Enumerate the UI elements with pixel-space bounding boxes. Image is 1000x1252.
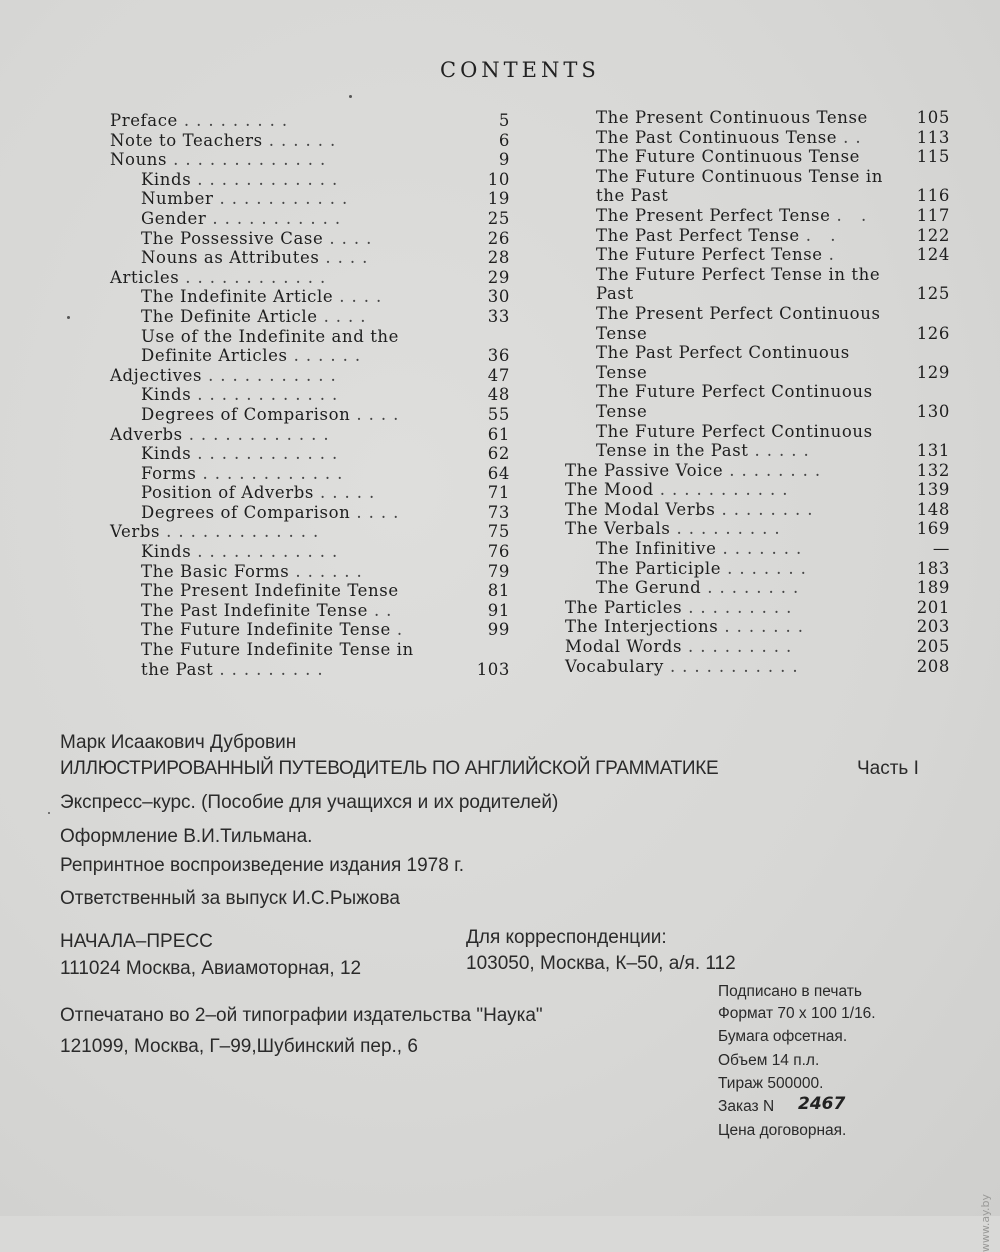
toc-leader-dots: ............	[197, 169, 345, 189]
toc-entry	[110, 170, 510, 190]
toc-entry-label: The Future Perfect Continuous	[596, 421, 873, 441]
toc-entry-page: 103	[476, 659, 510, 679]
toc-entry	[110, 150, 510, 170]
toc-entry-page: 76	[487, 542, 510, 562]
toc-entry-page: 62	[487, 444, 510, 464]
watermark: www.ay.by	[979, 1194, 992, 1252]
toc-entry-label: Number	[141, 189, 214, 209]
toc-leader-dots: . .	[836, 205, 874, 225]
toc-entry-label: Past	[596, 284, 634, 304]
reprint-note: Репринтное воспроизведение издания 1978 г.	[60, 855, 464, 876]
toc-entry-page: 9	[498, 150, 510, 170]
toc-entry-label: the Past	[596, 186, 669, 206]
toc-entry-label: Use of the Indefinite and the	[141, 326, 400, 346]
toc-entry	[565, 598, 950, 618]
toc-entry-page: 73	[487, 502, 510, 522]
toc-leader-dots: ....	[339, 287, 389, 307]
toc-entry-label: The Infinitive	[596, 539, 717, 559]
toc-entry-label: The Present Continuous Tense	[596, 108, 868, 127]
toc-entry	[565, 128, 950, 148]
publisher-name: НАЧАЛА–ПРЕСС	[60, 931, 213, 952]
correspondence-address: 103050, Москва, К–50, а/я. 112	[466, 953, 736, 974]
toc-entry-label: The Interjections	[565, 617, 719, 637]
toc-entry	[565, 500, 950, 520]
toc-right-column	[565, 108, 950, 676]
toc-entry	[565, 559, 950, 579]
toc-entry-label: Gender	[141, 208, 207, 228]
toc-entry	[110, 620, 510, 640]
toc-entry-label: The Past Continuous Tense	[596, 127, 838, 147]
toc-leader-dots: .............	[173, 150, 333, 170]
toc-entry-page: 130	[916, 401, 950, 421]
toc-leader-dots: ...........	[659, 480, 795, 500]
toc-entry-label: The Indefinite Article	[141, 287, 334, 307]
toc-entry-page: 30	[487, 287, 510, 307]
toc-entry	[565, 657, 950, 677]
toc-leader-dots: ............	[197, 385, 345, 405]
toc-entry-page: 10	[487, 169, 510, 189]
book-part: Часть I	[857, 758, 919, 779]
toc-entry-page: 115	[916, 147, 950, 167]
toc-entry	[110, 327, 510, 347]
toc-entry	[565, 539, 950, 559]
toc-entry-label: The Past Indefinite Tense	[141, 600, 368, 620]
toc-entry-page: 148	[916, 499, 950, 519]
price-note: Цена договорная.	[718, 1122, 847, 1139]
toc-entry-label: The Verbals	[565, 519, 671, 539]
printed-by: Отпечатано во 2–ой типографии издательства "Наука"	[60, 1005, 543, 1026]
toc-entry	[565, 480, 950, 500]
toc-entry-label: Degrees of Comparison	[141, 404, 351, 424]
toc-entry-label: The Possessive Case	[141, 228, 324, 248]
spec-format: Формат 70 x 100 1/16.	[718, 1005, 876, 1022]
toc-entry-label: Tense	[596, 362, 648, 382]
toc-entry	[110, 385, 510, 405]
toc-entry-page: 36	[487, 346, 510, 366]
toc-entry-label: Definite Articles	[141, 346, 288, 366]
toc-entry	[565, 265, 950, 285]
toc-leader-dots: ........	[729, 460, 828, 480]
toc-entry-label: The Present Perfect Tense	[596, 205, 831, 225]
toc-entry	[565, 519, 950, 539]
toc-leader-dots: ...........	[208, 365, 343, 385]
toc-entry-label: Kinds	[141, 444, 192, 464]
toc-entry	[110, 248, 510, 268]
toc-entry-label: Nouns	[110, 150, 168, 170]
toc-entry	[110, 268, 510, 288]
toc-entry-page: 105	[916, 108, 950, 127]
toc-entry-label: The Passive Voice	[565, 460, 724, 480]
toc-entry-page: 126	[916, 323, 950, 343]
toc-leader-dots: .......	[722, 539, 809, 559]
toc-entry-label: The Future Continuous Tense	[596, 147, 861, 167]
toc-entry-page: 129	[916, 362, 950, 382]
toc-entry-label: The Present Indefinite Tense	[141, 581, 399, 601]
toc-leader-dots: ....	[325, 248, 375, 268]
design-credit: Оформление В.И.Тильмана.	[60, 826, 313, 847]
toc-entry-label: The Mood	[565, 480, 654, 500]
toc-leader-dots: ............	[202, 463, 350, 483]
toc-entry-label: Position of Adverbs	[141, 483, 314, 503]
toc-entry-page: 5	[498, 111, 510, 130]
toc-entry	[110, 562, 510, 582]
toc-entry-page: 208	[916, 656, 950, 676]
toc-leader-dots: .	[828, 245, 841, 265]
toc-leader-dots: .	[396, 620, 410, 640]
toc-leader-dots: ............	[185, 267, 333, 287]
toc-entry-label: Forms	[141, 463, 197, 483]
toc-leader-dots: .............	[166, 522, 326, 542]
toc-entry	[110, 640, 510, 660]
toc-leader-dots: ....	[323, 306, 373, 326]
toc-entry	[110, 307, 510, 327]
toc-entry	[110, 601, 510, 621]
toc-leader-dots: .....	[320, 483, 382, 503]
book-subtitle: Экспресс–курс. (Пособие для учащихся и их родителей)	[60, 792, 559, 813]
spec-print-run: Тираж 500000.	[718, 1075, 824, 1092]
toc-entry-page: 64	[487, 463, 510, 483]
responsible-editor: Ответственный за выпуск И.С.Рыжова	[60, 888, 400, 909]
toc-entry	[110, 483, 510, 503]
toc-entry-page: 6	[498, 130, 510, 150]
paper-speck	[48, 812, 50, 814]
toc-entry-label: Tense	[596, 401, 648, 421]
toc-leader-dots: ............	[188, 424, 336, 444]
toc-entry	[110, 405, 510, 425]
toc-entry-label: The Gerund	[596, 578, 702, 598]
toc-entry	[110, 229, 510, 249]
toc-entry	[110, 209, 510, 229]
toc-entry-page: 25	[487, 208, 510, 228]
toc-leader-dots: . .	[805, 225, 843, 245]
toc-entry-label: Vocabulary	[565, 656, 664, 676]
toc-leader-dots: ........	[721, 499, 820, 519]
toc-leader-dots: .....	[754, 441, 816, 461]
contents-heading: CONTENTS	[440, 58, 600, 82]
toc-entry	[110, 425, 510, 445]
toc-entry-page: 19	[487, 189, 510, 209]
spec-paper: Бумага офсетная.	[718, 1028, 848, 1045]
toc-entry-label: The Modal Verbs	[565, 499, 716, 519]
toc-entry-page: 48	[487, 385, 510, 405]
toc-entry-page: 28	[487, 248, 510, 268]
toc-entry	[565, 382, 950, 402]
toc-entry-label: Degrees of Comparison	[141, 502, 351, 522]
toc-entry-page: 99	[487, 620, 510, 640]
toc-leader-dots: .........	[688, 637, 799, 657]
toc-entry-page: 183	[916, 558, 950, 578]
toc-entry	[565, 108, 950, 128]
toc-entry	[565, 167, 950, 187]
toc-entry	[110, 660, 510, 680]
toc-entry-label: Kinds	[141, 169, 192, 189]
toc-entry-label: The Particles	[565, 597, 683, 617]
toc-entry-page: 26	[487, 228, 510, 248]
toc-entry	[110, 444, 510, 464]
toc-entry-label: The Future Indefinite Tense	[141, 620, 391, 640]
toc-entry-label: Tense	[596, 323, 648, 343]
toc-entry	[565, 617, 950, 637]
toc-entry-label: Verbs	[110, 522, 161, 542]
toc-entry	[565, 402, 950, 422]
correspondence-label: Для корреспонденции:	[466, 927, 667, 948]
toc-entry-label: The Participle	[596, 558, 722, 578]
toc-entry	[110, 189, 510, 209]
toc-entry	[565, 324, 950, 344]
toc-entry	[110, 503, 510, 523]
spec-volume: Объем 14 п.л.	[718, 1052, 820, 1069]
toc-leader-dots: ........	[707, 578, 806, 598]
toc-entry-label: The Past Perfect Tense	[596, 225, 800, 245]
toc-entry	[565, 441, 950, 461]
printer-address: 121099, Москва, Г–99,Шубинский пер., 6	[60, 1036, 418, 1057]
toc-entry-page: 132	[916, 460, 950, 480]
toc-entry	[565, 637, 950, 657]
toc-entry-label: Articles	[110, 267, 180, 287]
toc-entry	[565, 206, 950, 226]
toc-entry-page: 29	[487, 267, 510, 287]
toc-leader-dots: ......	[295, 561, 369, 581]
toc-leader-dots: ............	[197, 444, 345, 464]
toc-entry-label: The Future Perfect Tense	[596, 245, 823, 265]
toc-entry	[565, 304, 950, 324]
toc-entry-page: 47	[487, 365, 510, 385]
toc-entry-label: The Future Indefinite Tense in	[141, 640, 414, 660]
toc-entry-page: 125	[916, 284, 950, 304]
toc-entry	[110, 131, 510, 151]
toc-entry-page: 79	[487, 561, 510, 581]
toc-entry-label: Modal Words	[565, 637, 683, 657]
spec-signed: Подписано в печать	[718, 983, 862, 1000]
toc-entry	[110, 522, 510, 542]
toc-entry-label: Adjectives	[110, 365, 203, 385]
toc-leader-dots: .........	[219, 659, 330, 679]
toc-entry-page: 169	[916, 519, 950, 539]
toc-leader-dots: ...........	[669, 656, 805, 676]
toc-entry	[110, 464, 510, 484]
toc-entry-label: The Definite Article	[141, 306, 318, 326]
paper-speck	[67, 316, 70, 319]
toc-entry	[565, 363, 950, 383]
toc-entry-label: The Basic Forms	[141, 561, 290, 581]
toc-entry	[565, 578, 950, 598]
toc-entry-label: Tense in the Past	[596, 441, 749, 461]
toc-entry-page: 55	[487, 404, 510, 424]
toc-entry	[110, 111, 510, 131]
toc-entry	[110, 346, 510, 366]
toc-leader-dots: ...........	[212, 208, 348, 228]
toc-entry-page: 81	[487, 581, 510, 601]
toc-leader-dots: ....	[356, 404, 406, 424]
toc-entry-label: The Future Perfect Continuous	[596, 382, 873, 402]
toc-entry-label: Adverbs	[110, 424, 183, 444]
toc-left-column	[110, 111, 510, 679]
paper-speck	[349, 95, 352, 98]
toc-entry-page: 33	[487, 306, 510, 326]
toc-entry-label: The Future Perfect Tense in the	[596, 264, 881, 284]
toc-entry	[110, 581, 510, 601]
toc-entry-page: 91	[487, 600, 510, 620]
toc-entry-page: 113	[916, 127, 950, 147]
book-title: ИЛЛЮСТРИРОВАННЫЙ ПУТЕВОДИТЕЛЬ ПО АНГЛИЙСКОЙ ГРАММАТИКЕ	[60, 758, 719, 779]
toc-entry-page: 139	[916, 480, 950, 500]
toc-entry-page: 71	[487, 483, 510, 503]
toc-leader-dots: ....	[329, 228, 379, 248]
toc-entry-page: 75	[487, 522, 510, 542]
toc-entry	[565, 186, 950, 206]
toc-leader-dots: ......	[293, 346, 368, 366]
toc-entry	[565, 147, 950, 167]
toc-entry	[565, 245, 950, 265]
toc-entry-page: 189	[916, 578, 950, 598]
author-name: Марк Исаакович Дубровин	[60, 732, 297, 753]
toc-entry	[565, 422, 950, 442]
toc-leader-dots: ...........	[219, 189, 355, 209]
toc-entry-label: The Present Perfect Continuous	[596, 303, 881, 323]
toc-entry-label: The Future Continuous Tense in	[596, 166, 883, 186]
toc-entry-label: Note to Teachers	[110, 130, 263, 150]
toc-entry-label: Preface	[110, 111, 178, 130]
toc-entry-label: The Past Perfect Continuous	[596, 343, 850, 363]
order-number: 2467	[798, 1094, 846, 1114]
toc-entry-label: the Past	[141, 659, 214, 679]
toc-leader-dots: ............	[197, 542, 345, 562]
toc-entry-page: 117	[916, 205, 950, 225]
toc-entry	[565, 461, 950, 481]
toc-leader-dots: ..	[843, 127, 868, 147]
toc-leader-dots: .......	[727, 558, 813, 578]
toc-entry-page: 203	[916, 617, 950, 637]
toc-entry-page: 122	[916, 225, 950, 245]
toc-entry-page: 61	[487, 424, 510, 444]
toc-leader-dots: ..	[373, 600, 399, 620]
toc-leader-dots: .......	[724, 617, 811, 637]
toc-entry-page: 201	[916, 597, 950, 617]
toc-entry-page: 116	[916, 186, 950, 206]
toc-entry	[110, 287, 510, 307]
toc-entry-page: 205	[916, 637, 950, 657]
toc-entry-page: 131	[916, 441, 950, 461]
toc-entry	[565, 226, 950, 246]
toc-leader-dots: .........	[183, 111, 295, 130]
toc-leader-dots: .........	[688, 597, 799, 617]
toc-entry	[110, 542, 510, 562]
toc-entry-label: Nouns as Attributes	[141, 248, 320, 268]
toc-entry-page: 124	[916, 245, 950, 265]
toc-entry-label: Kinds	[141, 542, 192, 562]
toc-leader-dots: ....	[356, 502, 406, 522]
toc-leader-dots: .........	[676, 519, 787, 539]
order-label: Заказ N	[718, 1098, 775, 1115]
toc-entry-label: Kinds	[141, 385, 192, 405]
publisher-address: 111024 Москва, Авиамоторная, 12	[60, 958, 362, 979]
toc-entry	[565, 343, 950, 363]
toc-leader-dots: ......	[268, 130, 343, 150]
toc-entry	[565, 284, 950, 304]
toc-entry	[110, 366, 510, 386]
toc-entry-page: —	[932, 539, 950, 559]
